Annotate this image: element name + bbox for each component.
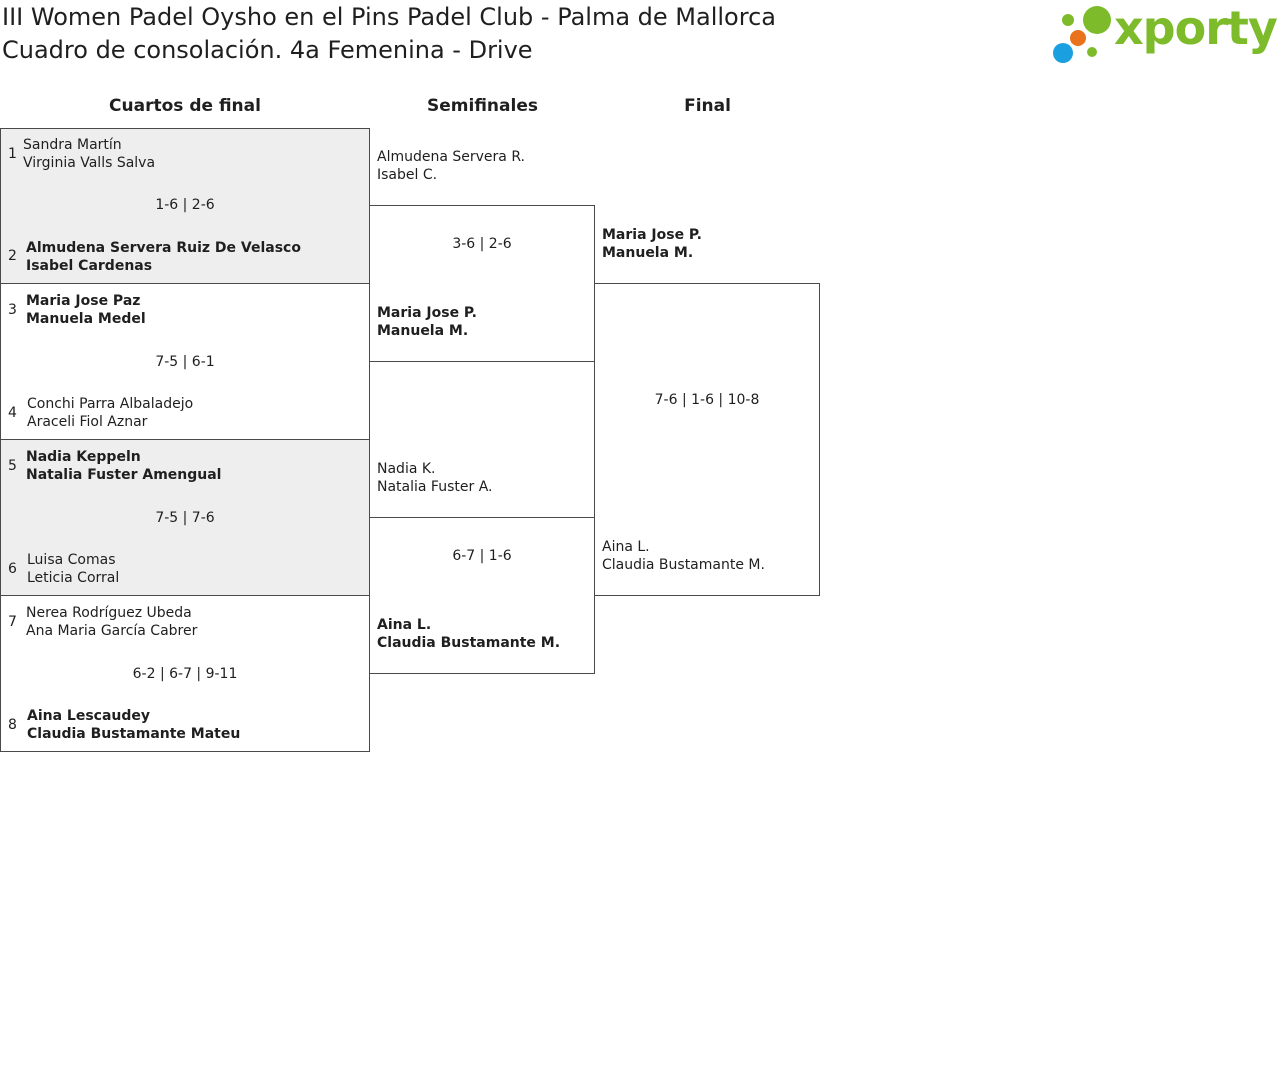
match-score: 6-2 | 6-7 | 9-11 <box>132 666 238 682</box>
seed-number: 8 <box>8 717 17 733</box>
logo-dot-green-small-icon <box>1062 14 1074 26</box>
seed-number: 5 <box>8 458 17 474</box>
player-name: Conchi Parra Albaladejo <box>27 396 194 412</box>
player-name: Aina Lescaudey <box>27 708 151 724</box>
player-name: Claudia Bustamante M. <box>602 557 765 573</box>
xporty-logo[interactable] <box>1052 1 1277 67</box>
quarterfinal-match-1[interactable] <box>0 128 370 284</box>
quarterfinal-match-2[interactable] <box>0 283 370 440</box>
round-header-final: Final <box>684 96 731 116</box>
logo-dot-blue-icon <box>1053 43 1073 63</box>
player-name: Manuela M. <box>377 323 469 339</box>
player-name: Isabel Cardenas <box>26 258 153 274</box>
seed-number: 3 <box>8 302 17 318</box>
player-name: Manuela M. <box>602 245 694 261</box>
logo-text: xporty <box>1114 1 1277 55</box>
match-score: 6-7 | 1-6 <box>452 548 512 564</box>
match-score: 1-6 | 2-6 <box>155 197 215 213</box>
semifinal-match-1[interactable] <box>369 205 595 362</box>
team-pair-winner[interactable] <box>26 239 301 275</box>
page-title: III Women Padel Oysho en el Pins Padel Club - Palma de Mallorca <box>2 3 776 31</box>
player-name: Natalia Fuster Amengual <box>26 467 222 483</box>
player-name: Nadia K. <box>377 461 436 477</box>
semifinal-1-top-pair[interactable] <box>377 148 525 184</box>
quarterfinal-match-4[interactable] <box>0 595 370 752</box>
semifinal-1-bottom-pair-winner[interactable] <box>377 304 477 340</box>
team-pair-winner[interactable] <box>27 707 240 743</box>
player-name: Manuela Medel <box>26 311 146 327</box>
final-bottom-pair[interactable] <box>602 538 765 574</box>
player-name: Nadia Keppeln <box>26 449 141 465</box>
player-name: Natalia Fuster A. <box>377 479 493 495</box>
seed-number: 7 <box>8 614 17 630</box>
player-name: Almudena Servera R. <box>377 149 525 165</box>
page-subtitle: Cuadro de consolación. 4a Femenina - Drive <box>2 36 533 64</box>
player-name: Isabel C. <box>377 167 438 183</box>
player-name: Virginia Valls Salva <box>23 155 156 171</box>
player-name: Maria Jose P. <box>602 227 702 243</box>
player-name: Claudia Bustamante Mateu <box>27 726 241 742</box>
player-name: Nerea Rodríguez Ubeda <box>26 605 192 621</box>
player-name: Ana Maria García Cabrer <box>26 623 198 639</box>
player-name: Leticia Corral <box>27 570 120 586</box>
semifinal-2-top-pair[interactable] <box>377 460 492 496</box>
team-pair[interactable] <box>27 395 193 431</box>
round-header-semifinals: Semifinales <box>427 96 538 116</box>
team-pair[interactable] <box>26 604 197 640</box>
player-name: Claudia Bustamante M. <box>377 635 561 651</box>
player-name: Sandra Martín <box>23 137 122 153</box>
logo-dot-green-icon <box>1083 6 1111 34</box>
team-pair[interactable] <box>23 136 155 172</box>
player-name: Luisa Comas <box>27 552 116 568</box>
final-match[interactable] <box>594 283 820 596</box>
semifinal-match-2[interactable] <box>369 517 595 674</box>
team-pair-winner[interactable] <box>26 292 146 328</box>
seed-number: 2 <box>8 248 17 264</box>
player-name: Almudena Servera Ruiz De Velasco <box>26 240 301 256</box>
logo-dot-green-bottom-icon <box>1087 47 1097 57</box>
player-name: Aina L. <box>377 617 432 633</box>
final-top-pair[interactable] <box>602 226 702 262</box>
logo-dot-orange-icon <box>1070 30 1086 46</box>
semifinal-2-bottom-pair-winner[interactable] <box>377 616 560 652</box>
seed-number: 4 <box>8 405 17 421</box>
match-score: 7-5 | 6-1 <box>155 354 215 370</box>
quarterfinal-match-3[interactable] <box>0 439 370 596</box>
player-name: Aina L. <box>602 539 650 555</box>
match-score: 3-6 | 2-6 <box>452 236 512 252</box>
round-header-quarterfinals: Cuartos de final <box>109 96 261 116</box>
seed-number: 6 <box>8 561 17 577</box>
match-score: 7-6 | 1-6 | 10-8 <box>654 392 760 408</box>
match-score: 7-5 | 7-6 <box>155 510 215 526</box>
player-name: Araceli Fiol Aznar <box>27 414 148 430</box>
player-name: Maria Jose Paz <box>26 293 141 309</box>
team-pair-winner[interactable] <box>26 448 221 484</box>
player-name: Maria Jose P. <box>377 305 477 321</box>
seed-number: 1 <box>8 146 17 162</box>
team-pair[interactable] <box>27 551 119 587</box>
